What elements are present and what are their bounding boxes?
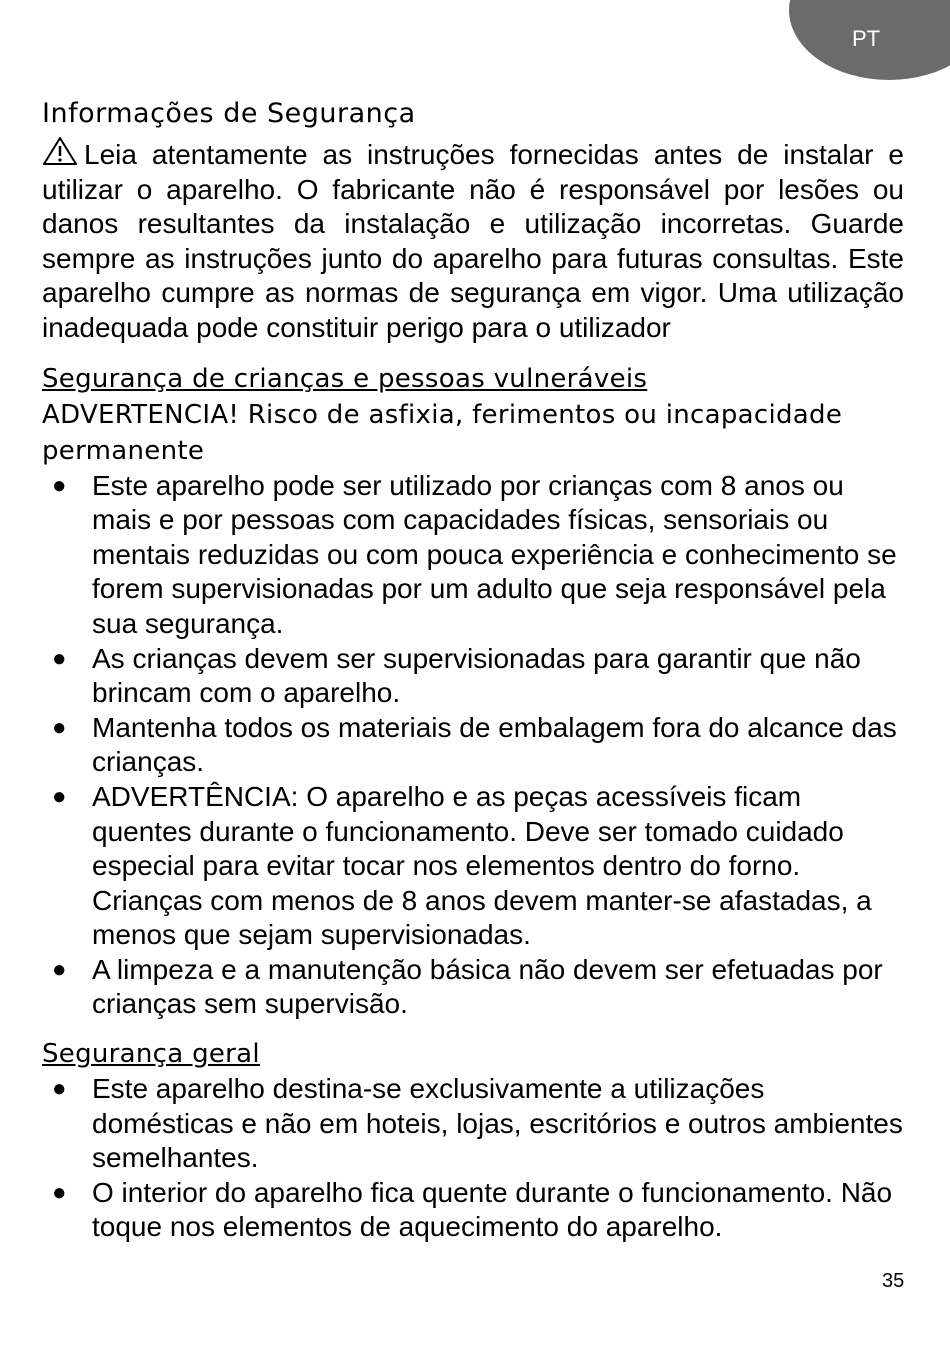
intro-text: Leia atentamente as instruções fornecidas antes de instalar e utilizar o aparelho. O fabricante não é responsável por lesões ou danos resultantes da instalação e utilização incorretas. Guarde sempre as instruções junto do aparelho para futuras consultas. Este aparelho cumpre as normas de segurança em vigor. Uma utilização inadequada pode constituir perigo para o utilizador [42, 139, 904, 343]
bullet-icon: ● [52, 782, 67, 810]
list-item: ● ADVERTÊNCIA: O aparelho e as peças acessíveis ficam quentes durante o funcionamento. Deve ser tomado cuidado especial para evitar tocar nos elementos dentro do forno. Crianças com menos de 8 anos devem manter-se afastadas, a menos que sejam supervisionadas. [52, 780, 872, 951]
section-heading-general: Segurança geral [42, 1039, 260, 1070]
bullet-icon: ● [52, 955, 67, 983]
list-item: ● Mantenha todos os materiais de embalagem fora do alcance das crianças. [52, 711, 897, 778]
general-safety-list [42, 1072, 904, 1245]
page-number: 35 [882, 1270, 905, 1292]
page-content [42, 94, 904, 1245]
child-safety-warning: ADVERTENCIA! Risco de asfixia, ferimentos ou incapacidade permanente [42, 399, 843, 466]
intro-paragraph [42, 136, 904, 346]
list-item: ● Este aparelho destina-se exclusivamente a utilizações domésticas e não em hoteis, lojas, escritórios e outros ambientes semelhantes. [52, 1073, 903, 1174]
list-item: ● A limpeza e a manutenção básica não devem ser efetuadas por crianças sem supervisão. [52, 953, 883, 1020]
child-safety-list [42, 469, 904, 1023]
bullet-icon: ● [52, 1178, 67, 1206]
bullet-icon: ● [52, 471, 67, 499]
bullet-icon: ● [52, 713, 67, 741]
bullet-icon: ● [52, 644, 67, 672]
warning-triangle-icon [42, 136, 78, 166]
page-title: Informações de Segurança [42, 98, 416, 129]
list-item: ● As crianças devem ser supervisionadas para garantir que não brincam com o aparelho. [52, 642, 861, 709]
bullet-icon: ● [52, 1075, 67, 1103]
section-heading-children: Segurança de crianças e pessoas vulneráveis [42, 363, 648, 394]
list-item: ● Este aparelho pode ser utilizado por crianças com 8 anos ou mais e por pessoas com capacidades físicas, sensoriais ou mentais reduzidas ou com pouca experiência e conhecimento se forem supervisionadas por um adulto que seja responsável pela sua segurança. [52, 469, 897, 639]
language-badge-label: PT [852, 26, 881, 51]
list-item: ● O interior do aparelho fica quente durante o funcionamento. Não toque nos elementos de aquecimento do aparelho. [52, 1176, 893, 1243]
